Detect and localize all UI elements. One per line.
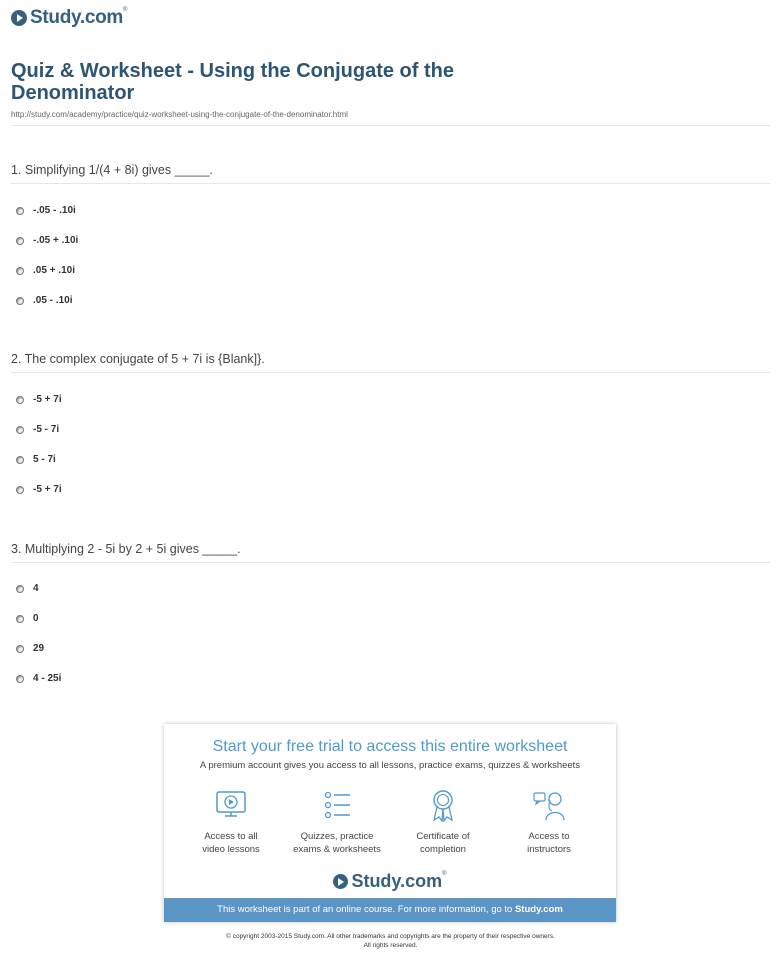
radio-icon[interactable] [16,615,24,623]
feature-label: Access to instructors [527,831,571,855]
radio-icon[interactable] [16,396,24,404]
question-1: 1. Simplifying 1/(4 + 8i) gives _____. [11,163,213,177]
radio-icon[interactable] [16,456,24,464]
list-icon [320,788,354,822]
feature-certificate [388,788,498,856]
radio-icon[interactable] [16,267,24,275]
feature-label: Quizzes, practice exams & worksheets [293,831,381,855]
answer-option[interactable]: 0 [16,613,39,624]
answer-option[interactable]: -5 + 7i [16,484,62,495]
copyright-footer: © copyright 2003-2015 Study.com. All other trademarks and copyrights are the property of their respective owners. All rights reserved. [226,933,555,949]
answer-option[interactable]: -.05 - .10i [16,205,76,216]
promo-subhead: A premium account gives you access to all lessons, practice exams, quizzes & worksheets [199,760,581,771]
radio-icon[interactable] [16,675,24,683]
radio-icon[interactable] [16,237,24,245]
play-icon [333,874,348,889]
video-lesson-icon [214,788,248,822]
study-link[interactable]: Study.com [514,904,563,915]
promo-headline[interactable]: Start your free trial to access this entire worksheet [212,738,568,755]
question-3: 3. Multiplying 2 - 5i by 2 + 5i gives _____. [11,542,241,556]
answer-option[interactable]: .05 - .10i [16,295,72,306]
play-icon [11,10,27,26]
feature-label: Certificate of completion [416,831,470,855]
premium-promo-box [164,724,616,922]
answer-option[interactable]: -.05 + .10i [16,235,78,246]
radio-icon[interactable] [16,486,24,494]
question-2: 2. The complex conjugate of 5 + 7i is {Blank]}. [11,352,265,366]
answer-option[interactable]: 5 - 7i [16,454,56,465]
page-title: Quiz & Worksheet - Using the Conjugate of the Denominator [11,60,454,104]
brand-name: Study.com [30,7,124,28]
divider [11,183,770,184]
instructor-chat-icon [532,788,566,822]
answer-option[interactable]: 4 [16,583,39,594]
divider [11,562,770,563]
radio-icon[interactable] [16,645,24,653]
answer-option[interactable]: -5 + 7i [16,394,62,405]
divider [11,125,770,126]
answer-option[interactable]: .05 + .10i [16,265,75,276]
answer-option[interactable]: 29 [16,643,44,654]
answer-option[interactable]: 4 - 25i [16,673,61,684]
radio-icon[interactable] [16,297,24,305]
radio-icon[interactable] [16,426,24,434]
certificate-ribbon-icon [426,788,460,822]
radio-icon[interactable] [16,207,24,215]
feature-instructors [494,788,604,856]
feature-video-lessons [176,788,286,856]
study-logo[interactable]: Study.com® [11,7,127,29]
radio-icon[interactable] [16,585,24,593]
promo-study-logo[interactable]: Study.com® [164,871,616,892]
page-url[interactable]: http://study.com/academy/practice/quiz-worksheet-using-the-conjugate-of-the-denominator.html [11,110,348,119]
feature-quizzes [282,788,392,856]
feature-label: Access to all video lessons [202,831,260,855]
answer-option[interactable]: -5 - 7i [16,424,59,435]
course-info-bar: This worksheet is part of an online course. For more information, go to Study.com [164,898,616,922]
divider [11,372,770,373]
